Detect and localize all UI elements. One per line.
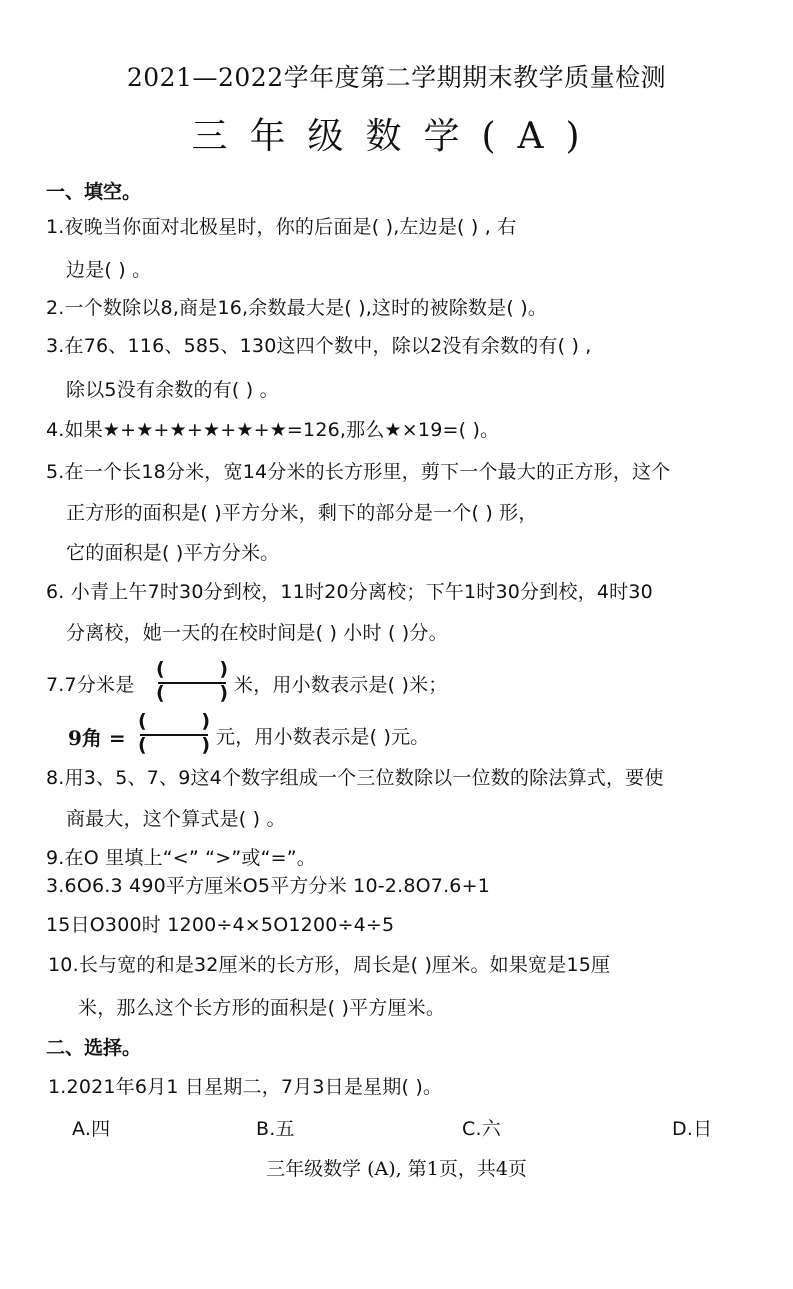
choice-option-b: B.五 — [256, 1118, 295, 1140]
question-6-line-2: 分离校，她一天的在校时间是( ) 小时 ( )分。 — [66, 622, 448, 644]
page-footer: 三年级数学 (A), 第1页，共4页 — [266, 1158, 527, 1180]
fraction-bar — [158, 682, 226, 684]
question-9-instruction: 9.在O 里填上“<” “>”或“=”。 — [46, 847, 316, 869]
fraction-bar — [140, 734, 208, 736]
section-heading-choice: 二、选择。 — [46, 1037, 142, 1059]
question-7-prefix: 7.7分米是 — [46, 674, 135, 696]
question-9-comparisons-row-1: 3.6O6.3 490平方厘米O5平方分米 10-2.8O7.6+1 — [46, 875, 491, 897]
choice-option-a: A.四 — [72, 1118, 111, 1140]
question-1-line-2: 边是( ) 。 — [66, 259, 152, 281]
question-7-jiao-prefix: 9角 = — [68, 726, 126, 750]
choice-question-1: 1.2021年6月1 日星期二，7月3日是星期( )。 — [48, 1076, 443, 1098]
question-5-line-3: 它的面积是( )平方分米。 — [66, 542, 280, 564]
fraction-open-paren: ( — [138, 734, 147, 756]
question-5-line-1: 5.在一个长18分米，宽14分米的长方形里，剪下一个最大的正方形，这个 — [46, 461, 671, 483]
question-10-line-1: 10.长与宽的和是32厘米的长方形，周长是( )厘米。如果宽是15厘 — [48, 954, 611, 976]
question-3-line-2: 除以5没有余数的有( ) 。 — [66, 379, 279, 401]
question-3-line-1: 3.在76、116、585、130这四个数中，除以2没有余数的有( ) , — [46, 335, 592, 357]
fraction-close-paren: ) — [219, 682, 228, 704]
fraction-close-paren: ) — [201, 734, 210, 756]
question-2: 2.一个数除以8,商是16,余数最大是( ),这时的被除数是( )。 — [46, 297, 548, 319]
question-4: 4.如果★+★+★+★+★+★=126,那么★×19=( )。 — [46, 419, 500, 441]
question-1-line-1: 1.夜晚当你面对北极星时，你的后面是( ),左边是( ) , 右 — [46, 216, 517, 238]
choice-option-c: C.六 — [462, 1118, 501, 1140]
question-5-line-2: 正方形的面积是( )平方分米，剩下的部分是一个( ) 形， — [66, 502, 538, 524]
question-6-line-1: 6. 小青上午7时30分到校，11时20分离校；下午1时30分到校，4时30 — [46, 581, 653, 603]
question-9-comparisons-row-2: 15日O300时 1200÷4×5O1200÷4÷5 — [46, 914, 395, 936]
question-7-suffix: 米，用小数表示是( )米； — [234, 674, 448, 696]
exam-title: 2021—2022学年度第二学期期末教学质量检测 — [126, 63, 667, 92]
fraction-open-paren: ( — [156, 682, 165, 704]
fraction-open-paren: ( — [156, 658, 165, 680]
choice-option-d: D.日 — [672, 1118, 713, 1140]
question-8-line-2: 商最大，这个算式是( ) 。 — [66, 808, 286, 830]
fraction-blank-yuan — [134, 710, 214, 758]
fraction-close-paren: ) — [219, 658, 228, 680]
question-10-line-2: 米，那么这个长方形的面积是( )平方厘米。 — [78, 997, 446, 1019]
fraction-close-paren: ) — [201, 710, 210, 732]
fraction-blank-meters — [152, 658, 232, 706]
section-heading-fill-in: 一、填空。 — [46, 181, 142, 203]
question-8-line-1: 8.用3、5、7、9这4个数字组成一个三位数除以一位数的除法算式，要使 — [46, 767, 664, 789]
fraction-open-paren: ( — [138, 710, 147, 732]
exam-subtitle: 三年级数学(A) — [191, 116, 602, 157]
question-7-line-2-suffix: 元，用小数表示是( )元。 — [216, 726, 430, 748]
